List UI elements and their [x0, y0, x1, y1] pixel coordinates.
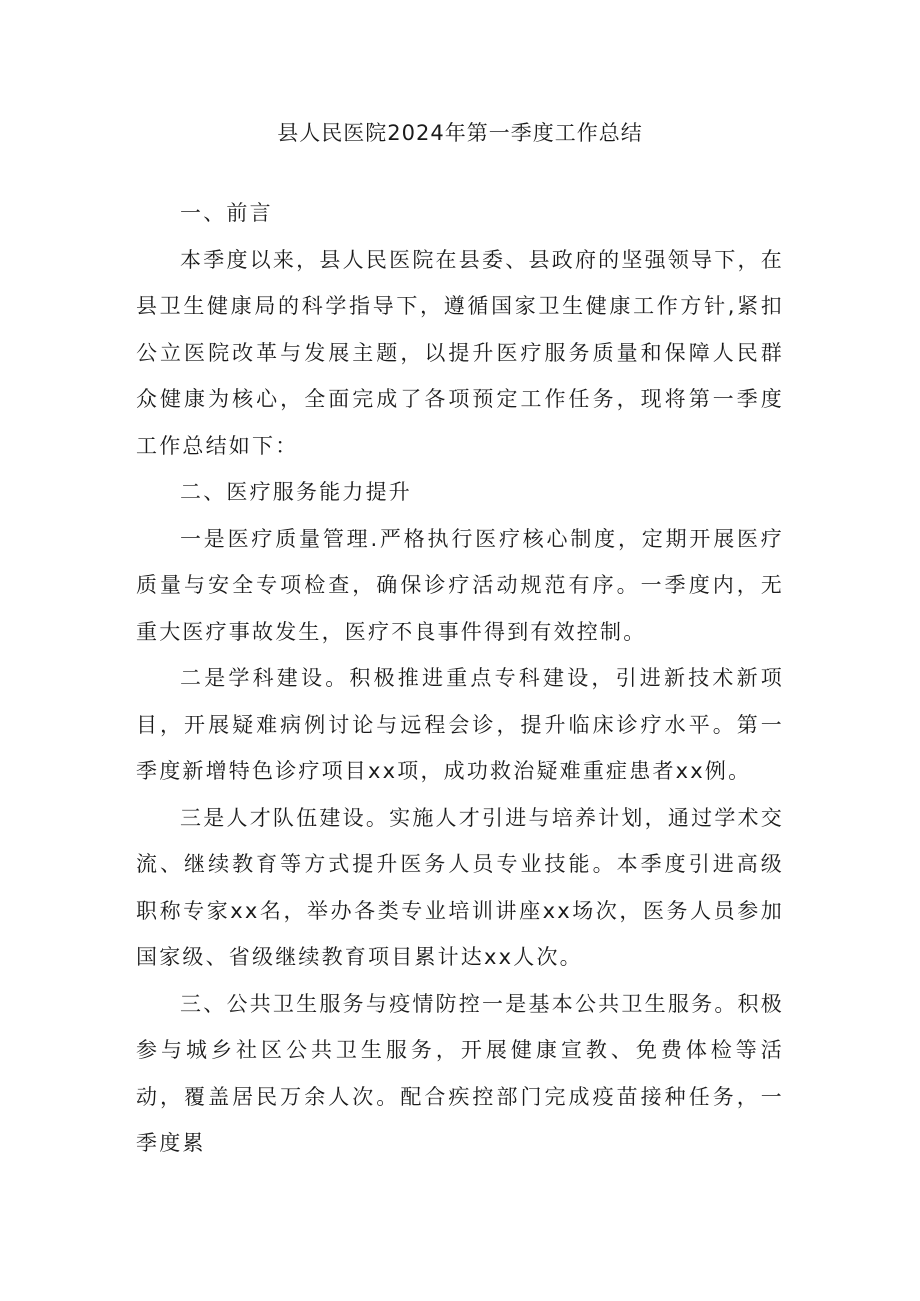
section-heading-preface: 一、前言: [180, 201, 273, 225]
paragraph-discipline-building: 二是学科建设。积极推进重点专科建设，引进新技术新项目，开展疑难病例讨论与远程会诊，提升临床诊疗水平。第一季度新增特色诊疗项目xx项，成功救治疑难重症患者xx例。: [136, 666, 784, 783]
document-title: 县人民医院2024年第一季度工作总结: [277, 121, 643, 145]
paragraph-public-health: 三、公共卫生服务与疫情防控一是基本公共卫生服务。积极参与城乡社区公共卫生服务，开展健康宣教、免费体检等活动，覆盖居民万余人次。配合疾控部门完成疫苗接种任务，一季度累: [136, 991, 784, 1155]
section-heading-medical-service: 二、医疗服务能力提升: [180, 480, 412, 504]
paragraph-preface: 本季度以来，县人民医院在县委、县政府的坚强领导下，在县卫生健康局的科学指导下，遵循国家卫生健康工作方针,紧扣公立医院改革与发展主题，以提升医疗服务质量和保障人民群众健康为核心，全面完成了各项预定工作任务，现将第一季度工作总结如下：: [136, 247, 784, 458]
document-body: [136, 190, 784, 1167]
paragraph-talent-team: 三是人才队伍建设。实施人才引进与培养计划，通过学术交流、继续教育等方式提升医务人员专业技能。本季度引进高级职称专家xx名，举办各类专业培训讲座xx场次，医务人员参加国家级、省级继续教育项目累计达xx人次。: [136, 805, 784, 969]
paragraph-quality-management: 一是医疗质量管理.严格执行医疗核心制度，定期开展医疗质量与安全专项检查，确保诊疗活动规范有序。一季度内，无重大医疗事故发生，医疗不良事件得到有效控制。: [136, 526, 784, 644]
